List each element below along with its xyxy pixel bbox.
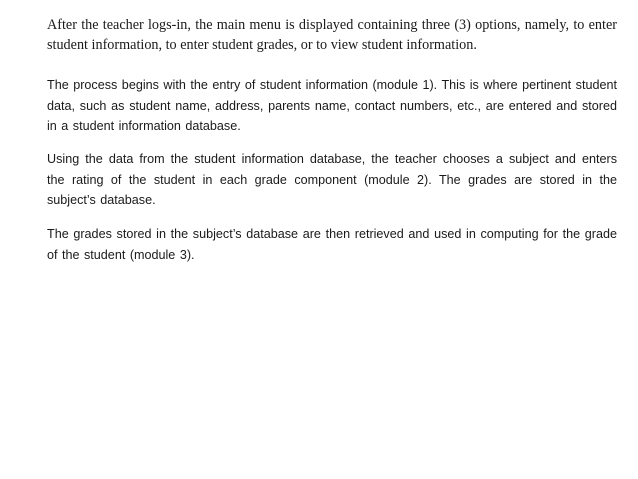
- paragraph-module-3: The grades stored in the subject’s database are then retrieved and used in computing for the grade of the student (module 3).: [47, 227, 617, 262]
- paragraph-main-menu: After the teacher logs-in, the main menu is displayed containing three (3) options, namely, to enter student information, to enter student grades, or to view student information.: [47, 17, 617, 53]
- paragraph-module-2: Using the data from the student information database, the teacher chooses a subject and enters the rating of the student in each grade component (module 2). The grades are stored in the subject’s database.: [47, 152, 617, 207]
- paragraph-module-1: The process begins with the entry of student information (module 1). This is where pertinent student data, such as student name, address, parents name, contact numbers, etc., are entered and stored in a student information database.: [47, 78, 617, 133]
